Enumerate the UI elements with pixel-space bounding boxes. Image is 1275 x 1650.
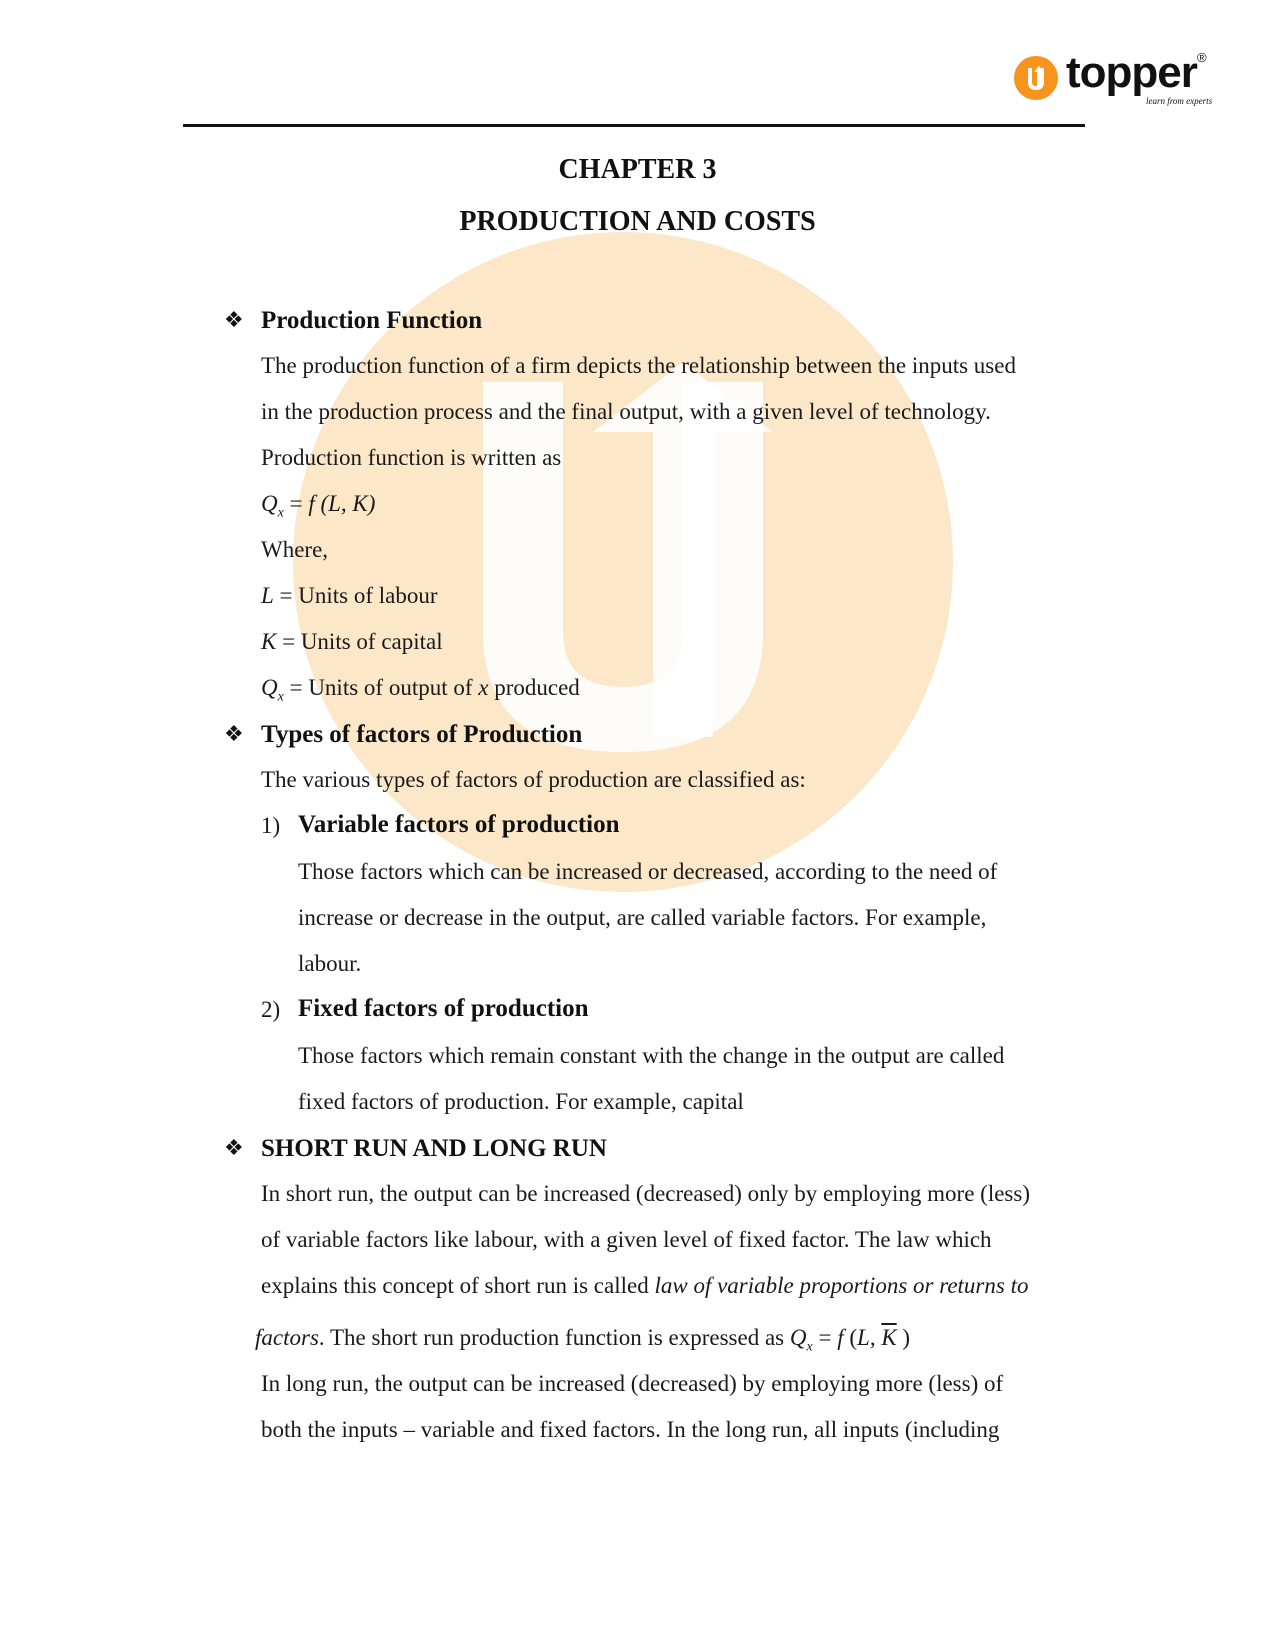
logo-tagline: learn from experts bbox=[1146, 96, 1213, 106]
list-number: 1) bbox=[261, 813, 281, 838]
definition-labour: L = Units of labour bbox=[261, 583, 438, 608]
topper-logo bbox=[1014, 48, 1214, 110]
paragraph-line: In long run, the output can be increased (decreased) by employing more (less) of bbox=[261, 1371, 1004, 1396]
paragraph-line: increase or decrease in the output, are called variable factors. For example, bbox=[298, 905, 987, 930]
paragraph-line: labour. bbox=[298, 951, 362, 976]
where-label: Where, bbox=[261, 537, 329, 562]
subheading-fixed-factors: Fixed factors of production bbox=[298, 995, 589, 1022]
paragraph-line: of variable factors like labour, with a given level of fixed factor. The law which bbox=[261, 1227, 992, 1252]
paragraph-line: The production function of a firm depicts the relationship between the inputs used bbox=[261, 353, 1016, 378]
subheading-variable-factors: Variable factors of production bbox=[298, 811, 620, 838]
definition-capital: K = Units of capital bbox=[261, 629, 443, 654]
list-number: 2) bbox=[261, 997, 281, 1022]
header-divider bbox=[183, 124, 1085, 127]
section-heading-production-function: Production Function bbox=[261, 307, 483, 334]
logo-registered-mark: ® bbox=[1197, 50, 1207, 65]
chapter-subtitle: PRODUCTION AND COSTS bbox=[459, 206, 816, 237]
diamond-bullet-icon: ❖ bbox=[224, 308, 244, 333]
logo-wordmark: topper bbox=[1066, 48, 1197, 97]
paragraph-line: In short run, the output can be increased (decreased) only by employing more (less) bbox=[261, 1181, 1030, 1206]
diamond-bullet-icon: ❖ bbox=[224, 1136, 244, 1161]
diamond-bullet-icon: ❖ bbox=[224, 722, 244, 747]
paragraph-line: explains this concept of short run is called law of variable proportions or returns to bbox=[261, 1273, 1029, 1298]
short-run-formula-line: factors. The short run production function is expressed as $Q_x = f$ (L, $\overline{K}$ ) bbox=[255, 1325, 911, 1355]
section-heading-short-long-run: SHORT RUN AND LONG RUN bbox=[261, 1135, 607, 1162]
paragraph-line: Production function is written as bbox=[261, 445, 562, 470]
production-function-formula: $Q_x = f$ (L, K) bbox=[261, 491, 376, 521]
paragraph-line: fixed factors of production. For example, capital bbox=[298, 1089, 744, 1114]
paragraph-line: in the production process and the final output, with a given level of technology. bbox=[261, 399, 991, 424]
paragraph-line: both the inputs – variable and fixed factors. In the long run, all inputs (including bbox=[261, 1417, 1000, 1442]
paragraph-line: The various types of factors of production are classified as: bbox=[261, 767, 806, 792]
definition-output: $Q_x$ = Units of output of x produced bbox=[261, 675, 580, 705]
section-heading-types-of-factors: Types of factors of Production bbox=[261, 721, 583, 748]
paragraph-line: Those factors which remain constant with the change in the output are called bbox=[298, 1043, 1005, 1068]
logo-u-icon bbox=[1014, 56, 1058, 100]
chapter-title: CHAPTER 3 bbox=[558, 154, 717, 185]
paragraph-line: Those factors which can be increased or decreased, according to the need of bbox=[298, 859, 998, 884]
